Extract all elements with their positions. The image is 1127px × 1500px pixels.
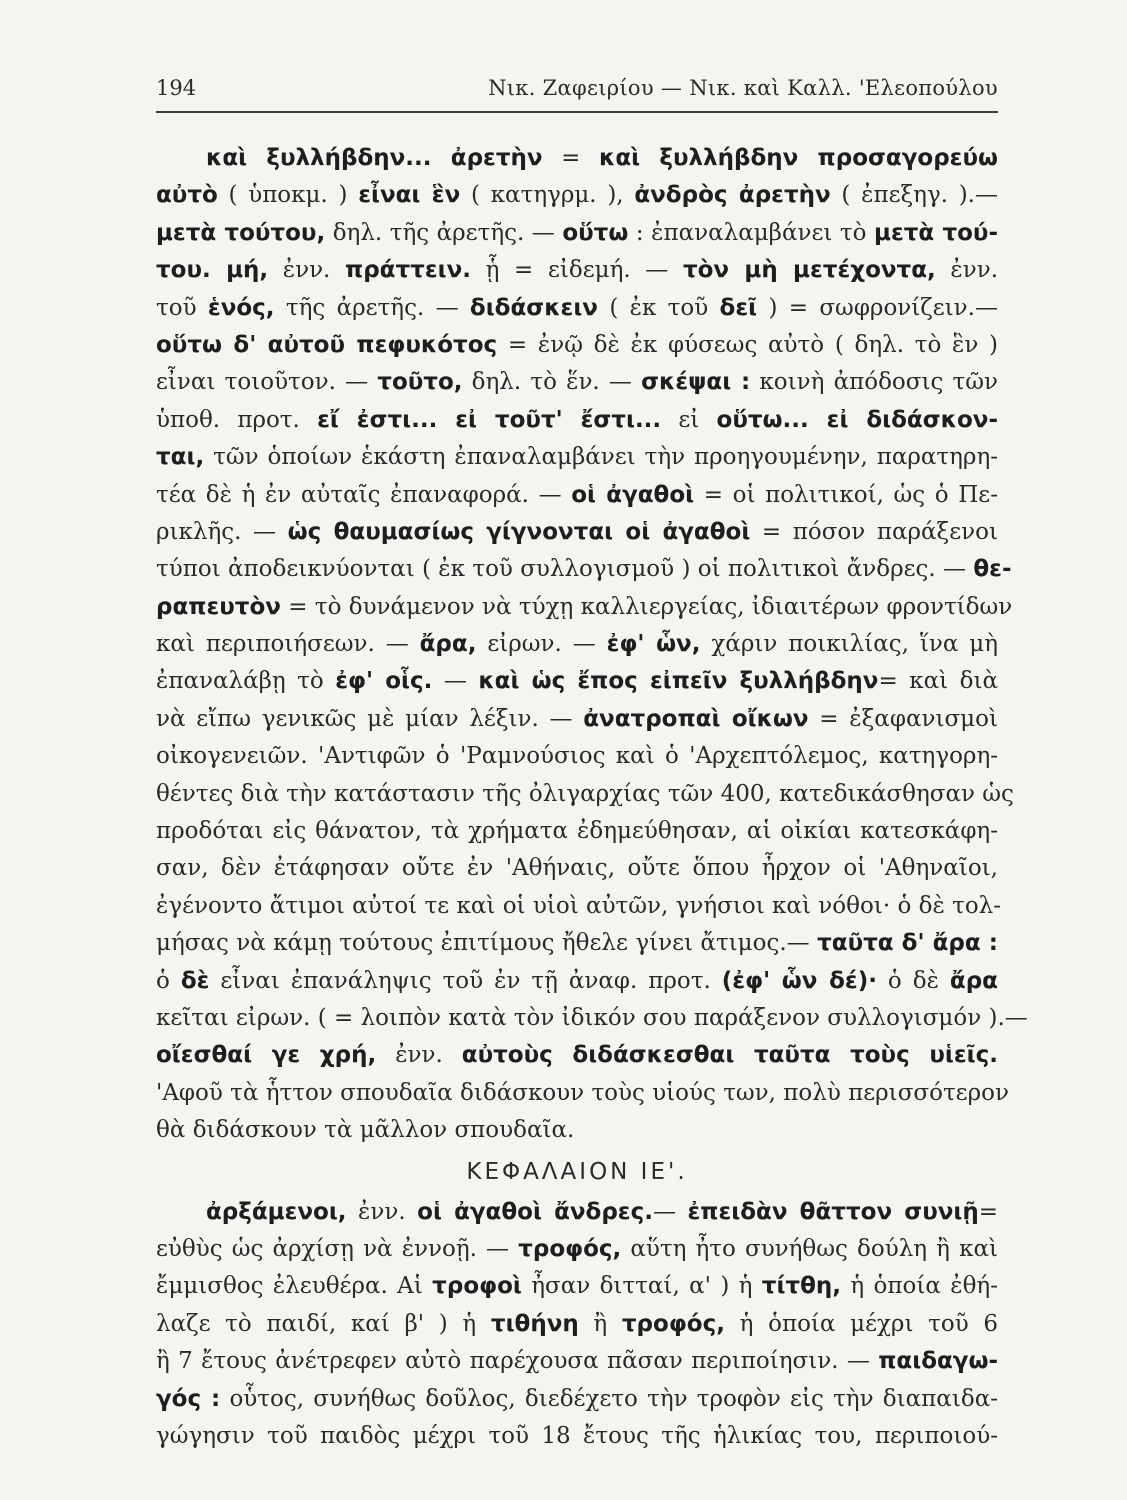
lemma-text: δὲ [180, 967, 210, 994]
lemma-text: οὕτω δ' αὐτοῦ πεφυκότος [156, 331, 498, 358]
page-header [156, 76, 998, 108]
text-line [156, 850, 998, 887]
gloss-text: ) = σωφρονίζειν.— [757, 294, 998, 321]
lemma-text: εἴ ἐστι... εἰ τοῦτ' ἔστι... [317, 406, 662, 433]
gloss-text: = τὸ δυνάμενον νὰ τύχῃ καλλιεργείας, ἰδιαιτέρων φροντίδων [280, 593, 1013, 620]
text-line [156, 1418, 998, 1455]
gloss-text: ( κατηγρμ. ), [460, 182, 635, 209]
text-line [156, 177, 998, 214]
text-line [156, 776, 1014, 813]
gloss-text: 'Αφοῦ τὰ ἧττον σπουδαῖα διδάσκουν τοὺς υἱούς των, πολὺ περισσότερον [156, 1079, 1009, 1106]
text-line [156, 925, 998, 962]
text-line [156, 1075, 1009, 1112]
text-line [156, 364, 998, 401]
text-line [156, 215, 998, 252]
gloss-text: ( ἐκ τοῦ [597, 294, 720, 321]
gloss-text: ἢ 7 ἔτους ἀνέτρεφεν αὐτὸ παρέχουσα πᾶσαν περιποίησιν. — [156, 1348, 879, 1375]
gloss-text: μήσας νὰ κάμῃ τούτους ἐπιτίμους ἤθελε γίνει ἄτιμος.— [156, 930, 818, 957]
gloss-text: ( ἐπεξηγ. ).— [830, 182, 998, 209]
text-line [156, 589, 1013, 626]
lemma-text: εἶναι ἓν [358, 182, 461, 209]
text-line [156, 1000, 1028, 1037]
lemma-text: ἀνδρὸς ἀρετὴν [634, 182, 831, 209]
lemma-text: θε- [973, 556, 1012, 583]
text-line [156, 551, 1012, 588]
lemma-text: οἱ ἀγαθοὶ [571, 481, 695, 508]
gloss-text: κοινὴ ἀπόδοσις τῶν [750, 369, 998, 396]
lemma-text: παιδαγω- [878, 1348, 998, 1375]
gloss-text: ἢ [578, 1310, 622, 1337]
gloss-text: εὐθὺς ὡς ἀρχίσῃ νὰ ἐννοῇ. — [156, 1235, 519, 1262]
lemma-text: ται, [156, 444, 205, 471]
lemma-text: ἑνός, [207, 294, 275, 321]
lemma-text: ἀνατροπαὶ οἴκων [583, 705, 809, 732]
text-line [156, 140, 998, 177]
lemma-text: ἐφ' ὧν, [606, 631, 701, 658]
gloss-text: τύποι ἀποδεικνύονται ( ἐκ τοῦ συλλογισμοῦ ) οἱ πολιτικοὶ ἄνδρες. — [156, 556, 974, 583]
gloss-text: οὗτος, συνήθως δοῦλος, διεδέχετο τὴν τροφὸν εἰς τὴν διαπαιδα- [220, 1385, 998, 1412]
lemma-text: καὶ ὡς ἔπος εἰπεῖν ξυλλήβδην [478, 668, 879, 695]
lemma-text: ἄρα, [419, 631, 477, 658]
lemma-text: τίτθη, [761, 1273, 842, 1300]
text-line [156, 963, 998, 1000]
lemma-text: καὶ ξυλλήβδην προσαγορεύω [599, 145, 998, 171]
gloss-text: = [978, 1198, 999, 1225]
gloss-text: ἐγένοντο ἄτιμοι αὐτοί τε καὶ οἱ υἱοὶ αὐτῶν, γνήσιοι καὶ νόθοι· ὁ δὲ τολ- [156, 892, 1002, 919]
gloss-text: ἐνν. [268, 257, 346, 284]
lemma-text: οἴεσθαί γε χρή, [156, 1042, 377, 1069]
text-line [156, 1343, 998, 1380]
lemma-text: ἄρα [949, 967, 998, 994]
gloss-text: τῆς ἀρετῆς. — [274, 294, 470, 321]
text-line [156, 439, 998, 476]
gloss-text: δηλ. τῆς ἀρετῆς. — [325, 219, 563, 246]
text-line [156, 626, 998, 663]
lemma-text: μετὰ τούτου, [156, 219, 326, 246]
gloss-text: σαν, δὲν ἐτάφησαν οὔτε ἐν 'Αθήναις, οὔτε ὅπου ἦρχον οἱ 'Αθηναῖοι, [156, 855, 998, 882]
gloss-text: εἰ [661, 406, 717, 433]
lemma-text: οὕτω [562, 219, 629, 246]
header-rule [156, 111, 998, 113]
text-line [156, 477, 998, 514]
lemma-text: τροφοὶ [432, 1273, 522, 1300]
lemma-text: σκέψαι : [641, 369, 751, 396]
lemma-text: γός : [156, 1385, 221, 1412]
gloss-text: ἐνν. [376, 1042, 462, 1069]
gloss-text: ἡ ὁποία μέχρι τοῦ 6 [724, 1310, 998, 1337]
gloss-text: λαζε τὸ παιδί, καί β' ) ἡ [156, 1310, 491, 1337]
running-head: Νικ. Ζαφειρίου — Νικ. καὶ Καλλ. 'Ελεοπούλου [488, 76, 998, 100]
lemma-text: καὶ ξυλλήβδην... ἀρετὴν [206, 145, 543, 171]
text-line [156, 663, 998, 700]
gloss-text: ἐνν. [935, 257, 999, 284]
lemma-text: τοῦτο, [377, 369, 463, 396]
gloss-text: θέντες διὰ τὴν κατάστασιν τῆς ὀλιγαρχίας τῶν 400, κατεδικάσθησαν ὡς [156, 780, 1014, 807]
gloss-text: τοῦ [156, 294, 208, 321]
text-line [156, 888, 1002, 925]
lemma-text: ἐφ' οἷς. [335, 668, 433, 695]
lemma-text: ὡς θαυμασίως γίγνονται οἱ ἀγαθοὶ [287, 518, 751, 545]
lemma-text: πράττειν. [345, 257, 471, 284]
gloss-text: θὰ διδάσκουν τὰ μᾶλλον σπουδαῖα. [156, 1117, 575, 1144]
gloss-text: κεῖται εἰρων. ( = λοιπὸν κατὰ τὸν ἰδικόν σου παράξενον συλλογισμόν ).— [156, 1004, 1028, 1031]
gloss-text: — [653, 1198, 688, 1225]
commentary-body [156, 140, 1028, 1455]
text-line [156, 327, 998, 364]
text-line [156, 514, 998, 551]
gloss-text: οἰκογενειῶν. 'Αντιφῶν ὁ 'Ραμνούσιος καὶ ὁ 'Αρχεπτόλεμος, κατηγορη- [156, 743, 998, 770]
gloss-text: εἰρων. — [476, 631, 607, 658]
gloss-text: εἶναι ἐπανάληψις τοῦ ἐν τῇ ἀναφ. προτ. [209, 967, 722, 994]
gloss-text: τῶν ὁποίων ἑκάστη ἐπαναλαμβάνει τὴν προηγουμένην, παρατηρη- [204, 444, 998, 471]
lemma-text: (ἐφ' ὧν δέ)· [721, 967, 877, 994]
gloss-text: = καὶ διὰ [878, 668, 998, 695]
gloss-text: ἔμμισθος ἐλευθέρα. Αἱ [156, 1273, 433, 1300]
lemma-text: ἀρξάμενοι, [206, 1198, 347, 1225]
text-line [156, 1268, 998, 1305]
gloss-text: ἡ ὁποία ἐθή- [841, 1273, 998, 1300]
gloss-text: αὕτη ἦτο συνήθως δούλη ἢ καὶ [621, 1235, 998, 1262]
gloss-text: = ἐνῷ δὲ ἐκ φύσεως αὐτὸ ( δηλ. τὸ ἓν ) [497, 331, 999, 358]
lemma-text: ἐπειδὰν θᾶττον συνιῇ [687, 1198, 979, 1225]
lemma-text: τὸν μὴ μετέχοντα, [682, 257, 936, 284]
text-line [156, 1112, 998, 1149]
gloss-text: ᾗ = εἰδεμή. — [471, 257, 683, 284]
gloss-text: ὁ [156, 967, 181, 994]
gloss-text: = [542, 145, 599, 171]
text-line [156, 1231, 998, 1268]
text-line [156, 1306, 998, 1343]
text-line [156, 252, 998, 289]
text-line [156, 1381, 998, 1418]
gloss-text: ἐνν. [346, 1198, 418, 1225]
text-line [156, 402, 998, 439]
chapter-heading: ΚΕΦΑΛΑΙΟΝ ΙΕ'. [466, 1158, 688, 1185]
gloss-text: — [432, 668, 479, 695]
lemma-text: οἱ ἀγαθοὶ ἄνδρες. [417, 1198, 653, 1225]
gloss-text: = ἐξαφανισμοὶ [808, 705, 998, 732]
gloss-text: χάριν ποικιλίας, ἵνα μὴ [700, 631, 999, 658]
gloss-text: καὶ περιποιήσεων. — [156, 631, 420, 658]
gloss-text: δηλ. τὸ ἕν. — [462, 369, 642, 396]
lemma-text: τροφός, [518, 1235, 622, 1262]
lemma-text: αὐτὸ [156, 182, 218, 209]
lemma-text: μετὰ τού- [874, 219, 999, 246]
text-line [156, 738, 998, 775]
gloss-text: = πόσον παράξενοι [750, 518, 998, 545]
gloss-text: ὑποθ. προτ. [156, 406, 318, 433]
lemma-text: αὐτοὺς διδάσκεσθαι ταῦτα τοὺς υἱεῖς. [461, 1042, 999, 1069]
gloss-text: ἐπαναλάβῃ τὸ [156, 668, 336, 695]
lemma-text: τροφός, [621, 1310, 725, 1337]
gloss-text: εἶναι τοιοῦτον. — [156, 369, 378, 396]
gloss-text: ( ὑποκμ. ) [217, 182, 359, 209]
text-line [156, 290, 998, 327]
lemma-text: τιθήνη [490, 1310, 579, 1337]
lemma-text: ραπευτὸν [156, 593, 281, 620]
gloss-text: ἦσαν διτταί, α' ) ἡ [521, 1273, 762, 1300]
text-line [156, 1194, 998, 1231]
gloss-text: ρικλῆς. — [156, 518, 288, 545]
gloss-text: ὁ δὲ [876, 967, 950, 994]
lemma-text: δεῖ [719, 294, 758, 321]
lemma-text: διδάσκειν [469, 294, 598, 321]
gloss-text: τέα δὲ ἡ ἐν αὐταῖς ἐπαναφορά. — [156, 481, 572, 508]
text-line [156, 701, 998, 738]
lemma-text: οὕτω... εἰ διδάσκον- [716, 406, 998, 433]
text-line [156, 813, 998, 850]
gloss-text: γώγησιν τοῦ παιδὸς μέχρι τοῦ 18 ἔτους τῆς ἡλικίας του, περιποιού- [156, 1422, 998, 1449]
lemma-text: του. μή, [156, 257, 269, 284]
lemma-text: ταῦτα δ' ἄρα : [817, 930, 998, 957]
commentary-block-chapter-15 [156, 1194, 998, 1456]
gloss-text: = οἱ πολιτικοί, ὡς ὁ Πε- [694, 481, 998, 508]
commentary-block-chapter-14 [156, 140, 1028, 1150]
gloss-text: : ἐπαναλαμβάνει τὸ [628, 219, 875, 246]
page-number: 194 [156, 76, 197, 100]
gloss-text: νὰ εἴπω γενικῶς μὲ μίαν λέξιν. — [156, 705, 584, 732]
text-line [156, 1037, 998, 1074]
gloss-text: προδόται εἰς θάνατον, τὰ χρήματα ἐδημεύθησαν, αἱ οἰκίαι κατεσκάφη- [156, 818, 998, 845]
